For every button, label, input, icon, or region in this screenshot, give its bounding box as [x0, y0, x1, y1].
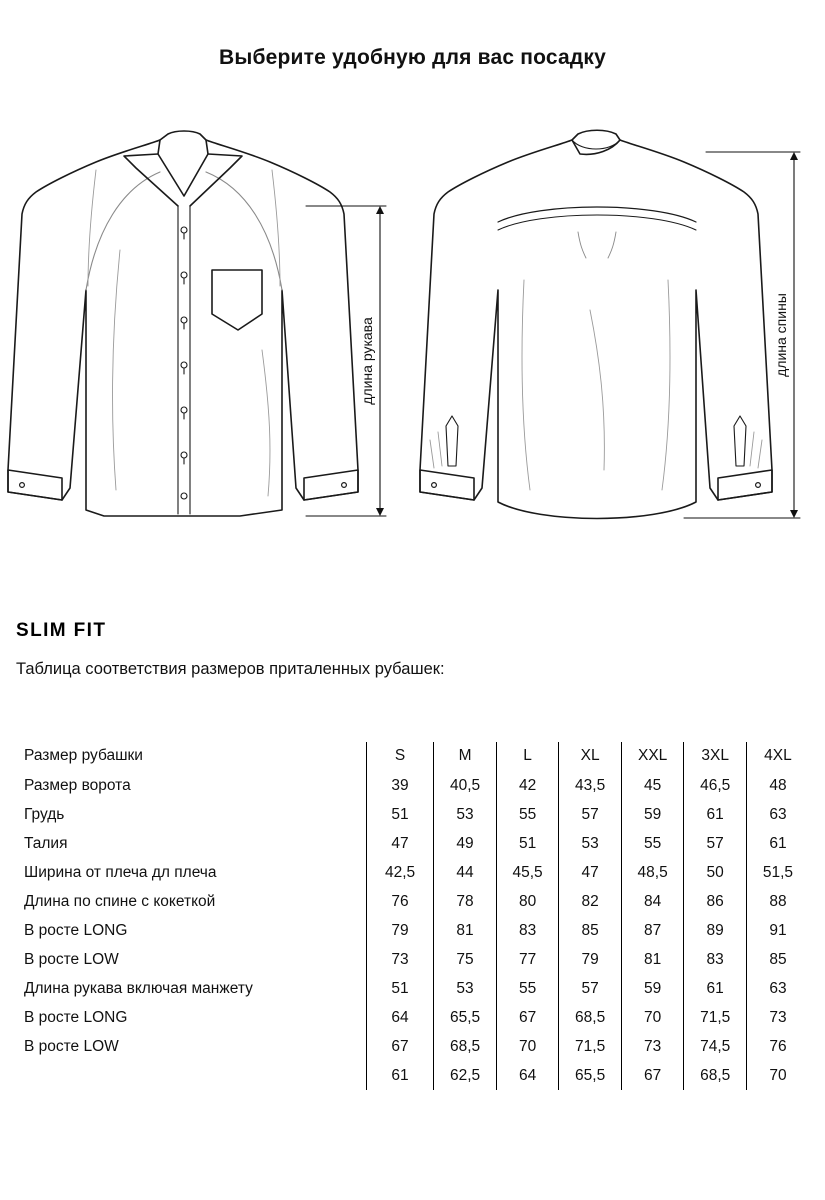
cell-value: 46,5 [684, 771, 747, 800]
cell-value: 39 [366, 771, 433, 800]
cell-value: 85 [746, 945, 809, 974]
front-shirt-illustration [8, 131, 386, 516]
cell-value: 84 [621, 887, 684, 916]
cell-value: 42,5 [366, 858, 433, 887]
cell-value: 87 [621, 916, 684, 945]
cell-value: 45,5 [496, 858, 559, 887]
cell-value: 42 [496, 771, 559, 800]
cell-value: 79 [559, 945, 622, 974]
cell-value: 44 [434, 858, 497, 887]
row-label: Длина по спине с кокеткой [24, 892, 216, 910]
row-label: Грудь [24, 805, 65, 823]
fit-heading: SLIM FIT [16, 620, 107, 641]
cell-value: 73 [746, 1003, 809, 1032]
table-row [16, 974, 809, 1003]
table-header-label: Размер рубашки [24, 746, 143, 764]
fit-subtitle: Таблица соответствия размеров приталенных рубашек: [16, 660, 445, 678]
cell-value: 67 [496, 1003, 559, 1032]
cell-value: 80 [496, 887, 559, 916]
cell-value: 73 [366, 945, 433, 974]
row-label [16, 1061, 366, 1090]
size-header-xl: XL [559, 742, 622, 771]
cell-value: 63 [746, 800, 809, 829]
row-label: Размер ворота [24, 776, 131, 794]
cell-value: 48 [746, 771, 809, 800]
table-row [16, 771, 809, 800]
table-row [16, 829, 809, 858]
cell-value: 55 [496, 974, 559, 1003]
cell-value: 75 [434, 945, 497, 974]
cell-value: 53 [434, 800, 497, 829]
size-header-xxl: XXL [621, 742, 684, 771]
cell-value: 78 [434, 887, 497, 916]
back-shirt-illustration [420, 130, 800, 518]
cell-value: 86 [684, 887, 747, 916]
cell-value: 89 [684, 916, 747, 945]
size-header-m: M [434, 742, 497, 771]
cell-value: 68,5 [684, 1061, 747, 1090]
size-chart-table [16, 742, 809, 1090]
row-label: В росте LOW [24, 950, 119, 968]
table-row [16, 945, 809, 974]
cell-value: 47 [366, 829, 433, 858]
cell-value: 43,5 [559, 771, 622, 800]
table-header-row [16, 742, 809, 771]
cell-value: 67 [621, 1061, 684, 1090]
size-header-l: L [496, 742, 559, 771]
table-row [16, 800, 809, 829]
cell-value: 74,5 [684, 1032, 747, 1061]
cell-value: 70 [621, 1003, 684, 1032]
cell-value: 68,5 [559, 1003, 622, 1032]
front-measure-label: длина рукава [359, 317, 375, 405]
cell-value: 68,5 [434, 1032, 497, 1061]
cell-value: 71,5 [684, 1003, 747, 1032]
cell-value: 63 [746, 974, 809, 1003]
page-title: Выберите удобную для вас посадку [218, 46, 607, 69]
cell-value: 64 [496, 1061, 559, 1090]
cell-value: 61 [746, 829, 809, 858]
table-row [16, 1061, 809, 1090]
cell-value: 82 [559, 887, 622, 916]
cell-value: 64 [366, 1003, 433, 1032]
table-row [16, 1032, 809, 1061]
row-label: В росте LONG [24, 1008, 128, 1026]
cell-value: 71,5 [559, 1032, 622, 1061]
row-label: Длина рукава включая манжету [24, 979, 253, 997]
cell-value: 91 [746, 916, 809, 945]
table-row [16, 887, 809, 916]
row-label: В росте LOW [24, 1037, 119, 1055]
cell-value: 51 [366, 800, 433, 829]
size-header-4xl: 4XL [746, 742, 809, 771]
cell-value: 57 [559, 800, 622, 829]
cell-value: 53 [559, 829, 622, 858]
cell-value: 76 [746, 1032, 809, 1061]
cell-value: 50 [684, 858, 747, 887]
cell-value: 70 [746, 1061, 809, 1090]
cell-value: 40,5 [434, 771, 497, 800]
cell-value: 65,5 [434, 1003, 497, 1032]
back-measure-label: длина спины [773, 293, 789, 377]
cell-value: 83 [496, 916, 559, 945]
cell-value: 48,5 [621, 858, 684, 887]
cell-value: 45 [621, 771, 684, 800]
cell-value: 85 [559, 916, 622, 945]
shirt-figures [0, 110, 825, 560]
cell-value: 51 [496, 829, 559, 858]
cell-value: 55 [621, 829, 684, 858]
cell-value: 81 [434, 916, 497, 945]
cell-value: 53 [434, 974, 497, 1003]
shirt-diagram [0, 110, 825, 560]
cell-value: 65,5 [559, 1061, 622, 1090]
cell-value: 49 [434, 829, 497, 858]
cell-value: 73 [621, 1032, 684, 1061]
cell-value: 51,5 [746, 858, 809, 887]
row-label: Талия [24, 834, 68, 852]
table-row [16, 916, 809, 945]
cell-value: 59 [621, 974, 684, 1003]
row-label: В росте LONG [24, 921, 128, 939]
cell-value: 88 [746, 887, 809, 916]
size-header-s: S [366, 742, 433, 771]
cell-value: 83 [684, 945, 747, 974]
cell-value: 55 [496, 800, 559, 829]
row-label: Ширина от плеча дл плеча [24, 863, 217, 881]
cell-value: 61 [684, 800, 747, 829]
cell-value: 59 [621, 800, 684, 829]
cell-value: 67 [366, 1032, 433, 1061]
size-header-3xl: 3XL [684, 742, 747, 771]
table-row [16, 858, 809, 887]
cell-value: 81 [621, 945, 684, 974]
table-row [16, 1003, 809, 1032]
cell-value: 79 [366, 916, 433, 945]
cell-value: 76 [366, 887, 433, 916]
cell-value: 61 [366, 1061, 433, 1090]
cell-value: 62,5 [434, 1061, 497, 1090]
cell-value: 57 [559, 974, 622, 1003]
cell-value: 61 [684, 974, 747, 1003]
cell-value: 70 [496, 1032, 559, 1061]
cell-value: 51 [366, 974, 433, 1003]
cell-value: 57 [684, 829, 747, 858]
cell-value: 47 [559, 858, 622, 887]
cell-value: 77 [496, 945, 559, 974]
